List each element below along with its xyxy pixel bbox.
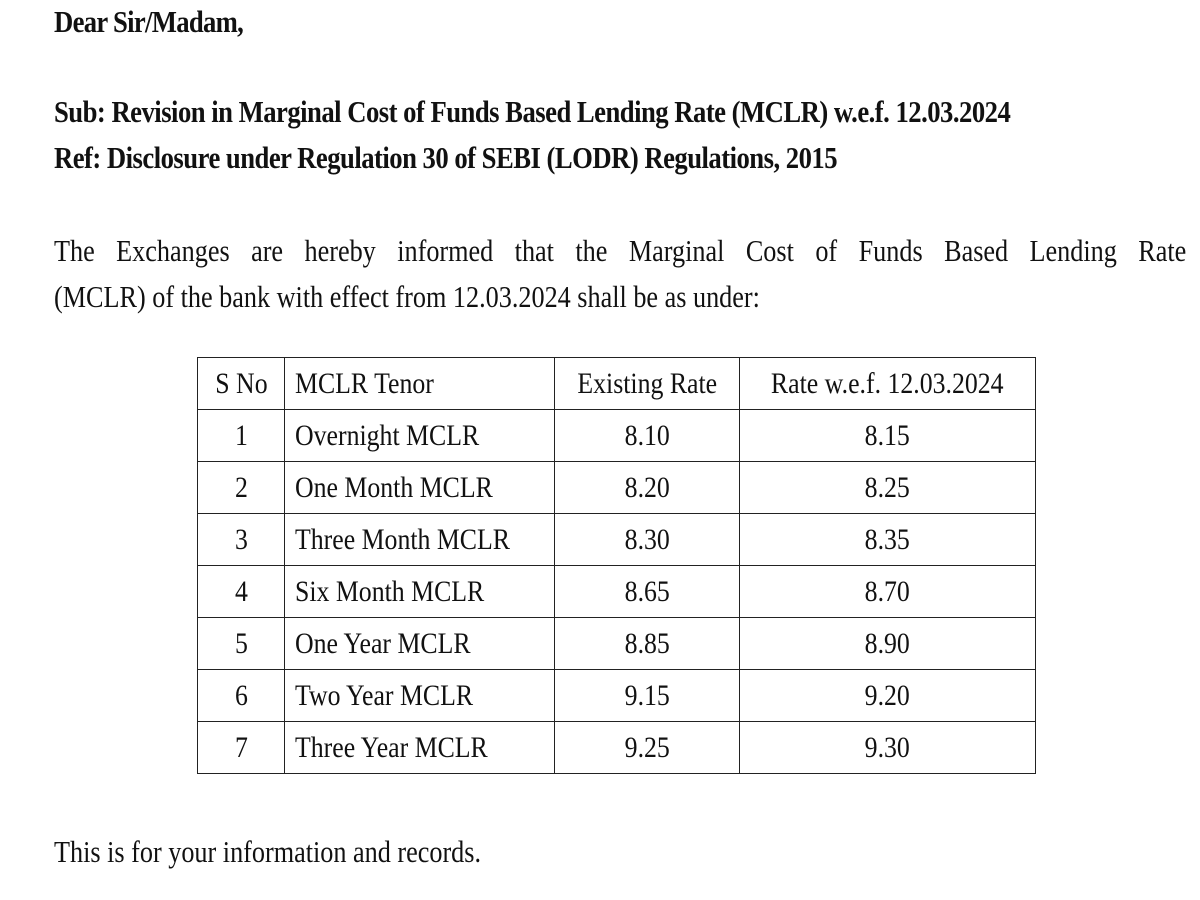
cell-tenor: One Year MCLR: [285, 618, 555, 670]
cell-existing-rate: 8.20: [555, 462, 740, 514]
cell-tenor: One Month MCLR: [285, 462, 555, 514]
table-row: [198, 410, 1036, 462]
cell-tenor: Three Month MCLR: [285, 514, 555, 566]
mclr-rates-table: [197, 357, 1036, 774]
table-row: [198, 722, 1036, 774]
cell-tenor: Three Year MCLR: [285, 722, 555, 774]
table-row: [198, 670, 1036, 722]
cell-new-rate: 8.15: [740, 410, 1036, 462]
intro-paragraph: [54, 228, 1186, 320]
cell-new-rate: 8.25: [740, 462, 1036, 514]
cell-sno: 7: [198, 722, 285, 774]
cell-new-rate: 8.35: [740, 514, 1036, 566]
cell-tenor: Six Month MCLR: [285, 566, 555, 618]
cell-existing-rate: 9.15: [555, 670, 740, 722]
table-row: [198, 514, 1036, 566]
closing-line: This is for your information and records.: [54, 834, 482, 869]
cell-existing-rate: 8.85: [555, 618, 740, 670]
table-row: [198, 618, 1036, 670]
table-header-row: [198, 358, 1036, 410]
cell-sno: 5: [198, 618, 285, 670]
cell-new-rate: 8.90: [740, 618, 1036, 670]
table-row: [198, 566, 1036, 618]
subject-line: Sub: Revision in Marginal Cost of Funds Based Lending Rate (MCLR) w.e.f. 12.03.2024: [54, 94, 1011, 129]
header-sno: S No: [198, 358, 285, 410]
cell-existing-rate: 8.65: [555, 566, 740, 618]
header-existing-rate: Existing Rate: [555, 358, 740, 410]
cell-sno: 1: [198, 410, 285, 462]
cell-tenor: Overnight MCLR: [285, 410, 555, 462]
cell-new-rate: 9.20: [740, 670, 1036, 722]
cell-sno: 2: [198, 462, 285, 514]
cell-sno: 6: [198, 670, 285, 722]
header-tenor: MCLR Tenor: [285, 358, 555, 410]
cell-tenor: Two Year MCLR: [285, 670, 555, 722]
cell-existing-rate: 8.30: [555, 514, 740, 566]
reference-line: Ref: Disclosure under Regulation 30 of SEBI (LODR) Regulations, 2015: [54, 140, 838, 175]
intro-line-2: (MCLR) of the bank with effect from 12.03.2024 shall be as under:: [54, 279, 760, 314]
table-row: [198, 462, 1036, 514]
salutation: Dear Sir/Madam,: [54, 4, 244, 39]
header-new-rate: Rate w.e.f. 12.03.2024: [740, 358, 1036, 410]
cell-new-rate: 8.70: [740, 566, 1036, 618]
intro-line-1: The Exchanges are hereby informed that the Marginal Cost of Funds Based Lending Rate: [54, 233, 1187, 268]
cell-sno: 3: [198, 514, 285, 566]
cell-existing-rate: 8.10: [555, 410, 740, 462]
cell-sno: 4: [198, 566, 285, 618]
cell-existing-rate: 9.25: [555, 722, 740, 774]
cell-new-rate: 9.30: [740, 722, 1036, 774]
